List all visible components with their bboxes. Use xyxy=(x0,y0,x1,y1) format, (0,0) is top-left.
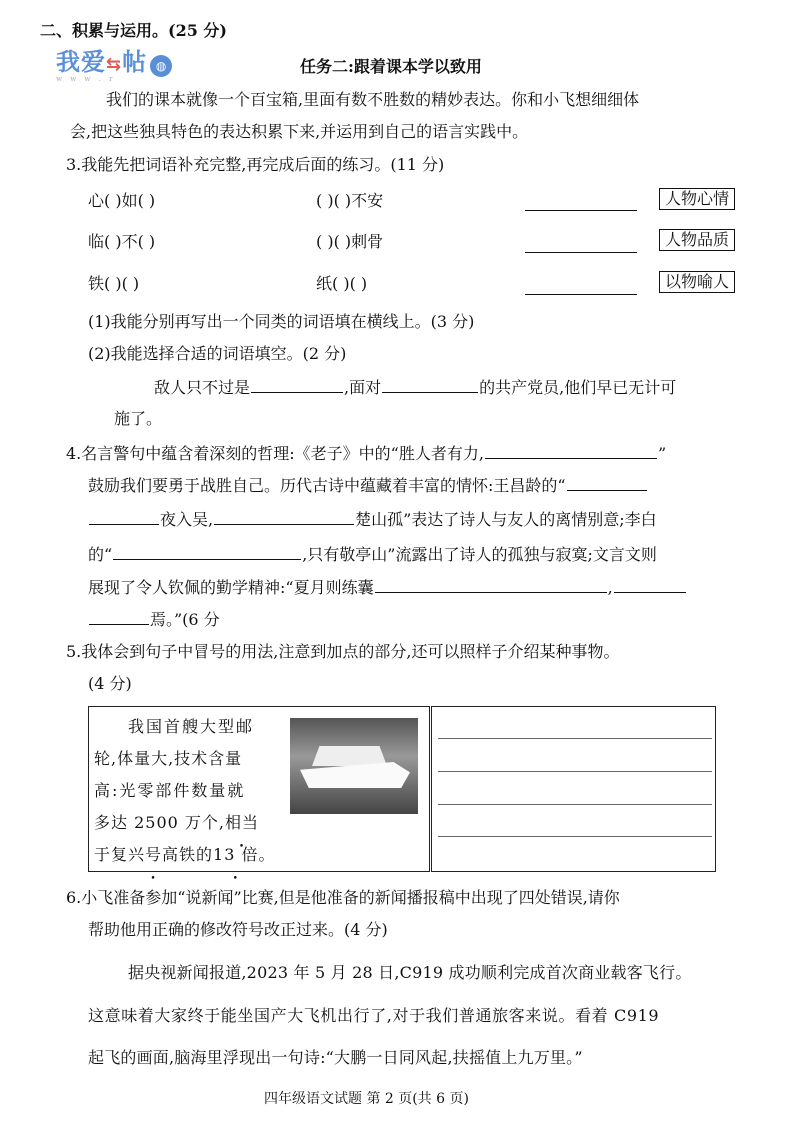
logo-text: 我爱 xyxy=(56,48,106,76)
q3-title: 3.我能先把词语补充完整,再完成后面的练习。(11 分) xyxy=(66,155,445,174)
section-header: 二、积累与运用。(25 分) xyxy=(40,21,227,40)
q4-l3b: 楚山孤”表达了诗人与友人的离情别意;李白 xyxy=(355,510,657,529)
q4-l4b: ,只有敬亭山”流露出了诗人的孤独与寂寞;文言文则 xyxy=(302,545,657,564)
q5-ex-line-3: 高:光零部件数量就 xyxy=(94,781,246,800)
q4-blank-3[interactable] xyxy=(89,508,159,525)
logo-sub: w w w . r xyxy=(56,75,116,83)
q3-fill-c: 的共产党员,他们早已无计可 xyxy=(479,378,677,397)
q4-blank-7[interactable] xyxy=(614,576,686,593)
q4-line-6 xyxy=(88,608,220,631)
q6-title-2: 帮助他用正确的修改符号改正过来。(4 分) xyxy=(88,920,388,939)
q3-r1-a: 心( )如( ) xyxy=(88,191,156,210)
chat-bubble-icon: ◍ xyxy=(150,55,172,77)
task-title: 任务二:跟着课本学以致用 xyxy=(300,57,482,76)
logo-mark-icon: ⇆ xyxy=(106,54,123,75)
q3-r3-a: 铁( )( ) xyxy=(88,274,140,293)
q4-l1a: 4.名言警句中蕴含着深刻的哲理:《老子》中的“胜人者有力, xyxy=(66,444,484,463)
cruise-ship-image xyxy=(290,718,418,814)
q4-blank-4[interactable] xyxy=(214,508,354,525)
q4-l2: 鼓励我们要勇于战胜自己。历代古诗中蕴藏着丰富的情怀:王昌龄的“ xyxy=(88,476,566,495)
q3-fill-d: 施了。 xyxy=(114,409,163,428)
q4-line-4 xyxy=(88,543,657,566)
q5-ex-l5-dotted-a: 于复兴号高铁的 • xyxy=(94,845,213,864)
logo-mid: 帖 xyxy=(122,48,148,76)
q5-answer-line-1[interactable] xyxy=(438,738,712,739)
q6-para-2: 这意味着大家终于能坐国产大飞机出行了,对于我们普通旅客来说。看着 C919 xyxy=(88,1006,660,1025)
q4-blank-2[interactable] xyxy=(567,474,647,491)
q5-ex-line-2: 轮,体量大,技术含量 xyxy=(94,749,243,768)
q4-l5a: 展现了令人钦佩的勤学精神:“夏月则练囊 xyxy=(88,578,374,597)
q5-answer-line-4[interactable] xyxy=(438,836,712,837)
q3-r1-b: ( )( )不安 xyxy=(316,191,384,210)
q5-answer-box[interactable] xyxy=(431,706,716,872)
q5-answer-line-2[interactable] xyxy=(438,771,712,772)
q4-line-3 xyxy=(88,508,657,531)
q6-title: 6.小飞准备参加“说新闻”比赛,但是他准备的新闻播报稿中出现了四处错误,请你 xyxy=(66,888,620,907)
q4-line-1 xyxy=(66,442,666,465)
q4-l6: 焉。”(6 分 xyxy=(150,610,220,629)
q4-l1b: ” xyxy=(657,444,667,463)
q4-line-5 xyxy=(88,576,687,599)
q4-blank-8[interactable] xyxy=(89,608,149,625)
q4-blank-6[interactable] xyxy=(375,576,607,593)
q4-line-2 xyxy=(88,474,648,497)
q5-ex-line-4 xyxy=(94,807,259,839)
q3-r3-tag: 以物喻人 xyxy=(659,271,735,293)
q3-r1-answer-line[interactable] xyxy=(525,192,637,211)
q3-blank-1[interactable] xyxy=(251,376,343,393)
q5-ex-l5-dotted-b: 13 倍 • xyxy=(213,845,258,864)
q5-ex-l4-a: 多达 2500 万个, xyxy=(94,813,225,832)
q3-r2-tag: 人物品质 xyxy=(659,229,735,251)
q3-r2-a: 临( )不( ) xyxy=(88,232,156,251)
q6-para-1: 据央视新闻报道,2023 年 5 月 28 日,C919 成功顺利完成首次商业载客飞行。 xyxy=(128,963,692,982)
q3-r2-answer-line[interactable] xyxy=(525,234,637,253)
q3-sub1: (1)我能分别再写出一个同类的词语填在横线上。(3 分) xyxy=(88,312,475,331)
q5-ex-l5-end: 。 xyxy=(258,845,276,864)
intro-line-1: 我们的课本就像一个百宝箱,里面有数不胜数的精妙表达。你和小飞想细细体 xyxy=(106,90,640,109)
q3-fill-b: ,面对 xyxy=(344,378,382,397)
q3-r3-b: 纸( )( ) xyxy=(316,274,368,293)
q3-r2-b: ( )( )刺骨 xyxy=(316,232,384,251)
q5-title: 5.我体会到句子中冒号的用法,注意到加点的部分,还可以照样子介绍某种事物。 xyxy=(66,642,620,661)
watermark-logo xyxy=(56,42,172,83)
intro-line-2: 会,把这些独具特色的表达积累下来,并运用到自己的语言实践中。 xyxy=(70,122,529,141)
q6-para-3: 起飞的画面,脑海里浮现出一句诗:“大鹏一日同风起,扶摇值上九万里。” xyxy=(88,1048,583,1067)
q3-r3-answer-line[interactable] xyxy=(525,276,637,295)
q3-fill-a: 敌人只不过是 xyxy=(154,378,251,397)
q4-blank-1[interactable] xyxy=(485,442,657,459)
q3-sub2: (2)我能选择合适的词语填空。(2 分) xyxy=(88,344,347,363)
q4-blank-5[interactable] xyxy=(113,543,301,560)
page-footer: 四年级语文试题 第 2 页(共 6 页) xyxy=(264,1091,469,1107)
q5-ex-line-5 xyxy=(94,839,275,871)
q5-answer-line-3[interactable] xyxy=(438,804,712,805)
ship-deck-shape xyxy=(312,746,387,766)
q4-l3a: 夜入吴, xyxy=(160,510,214,529)
q4-l4a: 的“ xyxy=(88,545,113,564)
q3-fill-line xyxy=(154,376,676,399)
q5-score: (4 分) xyxy=(88,674,132,693)
q5-ex-l4-dotted: 相当 xyxy=(224,813,259,832)
q4-l5b: , xyxy=(607,578,613,597)
q5-ex-line-1: 我国首艘大型邮 xyxy=(128,717,255,736)
q3-r1-tag: 人物心情 xyxy=(659,188,735,210)
q3-blank-2[interactable] xyxy=(382,376,478,393)
